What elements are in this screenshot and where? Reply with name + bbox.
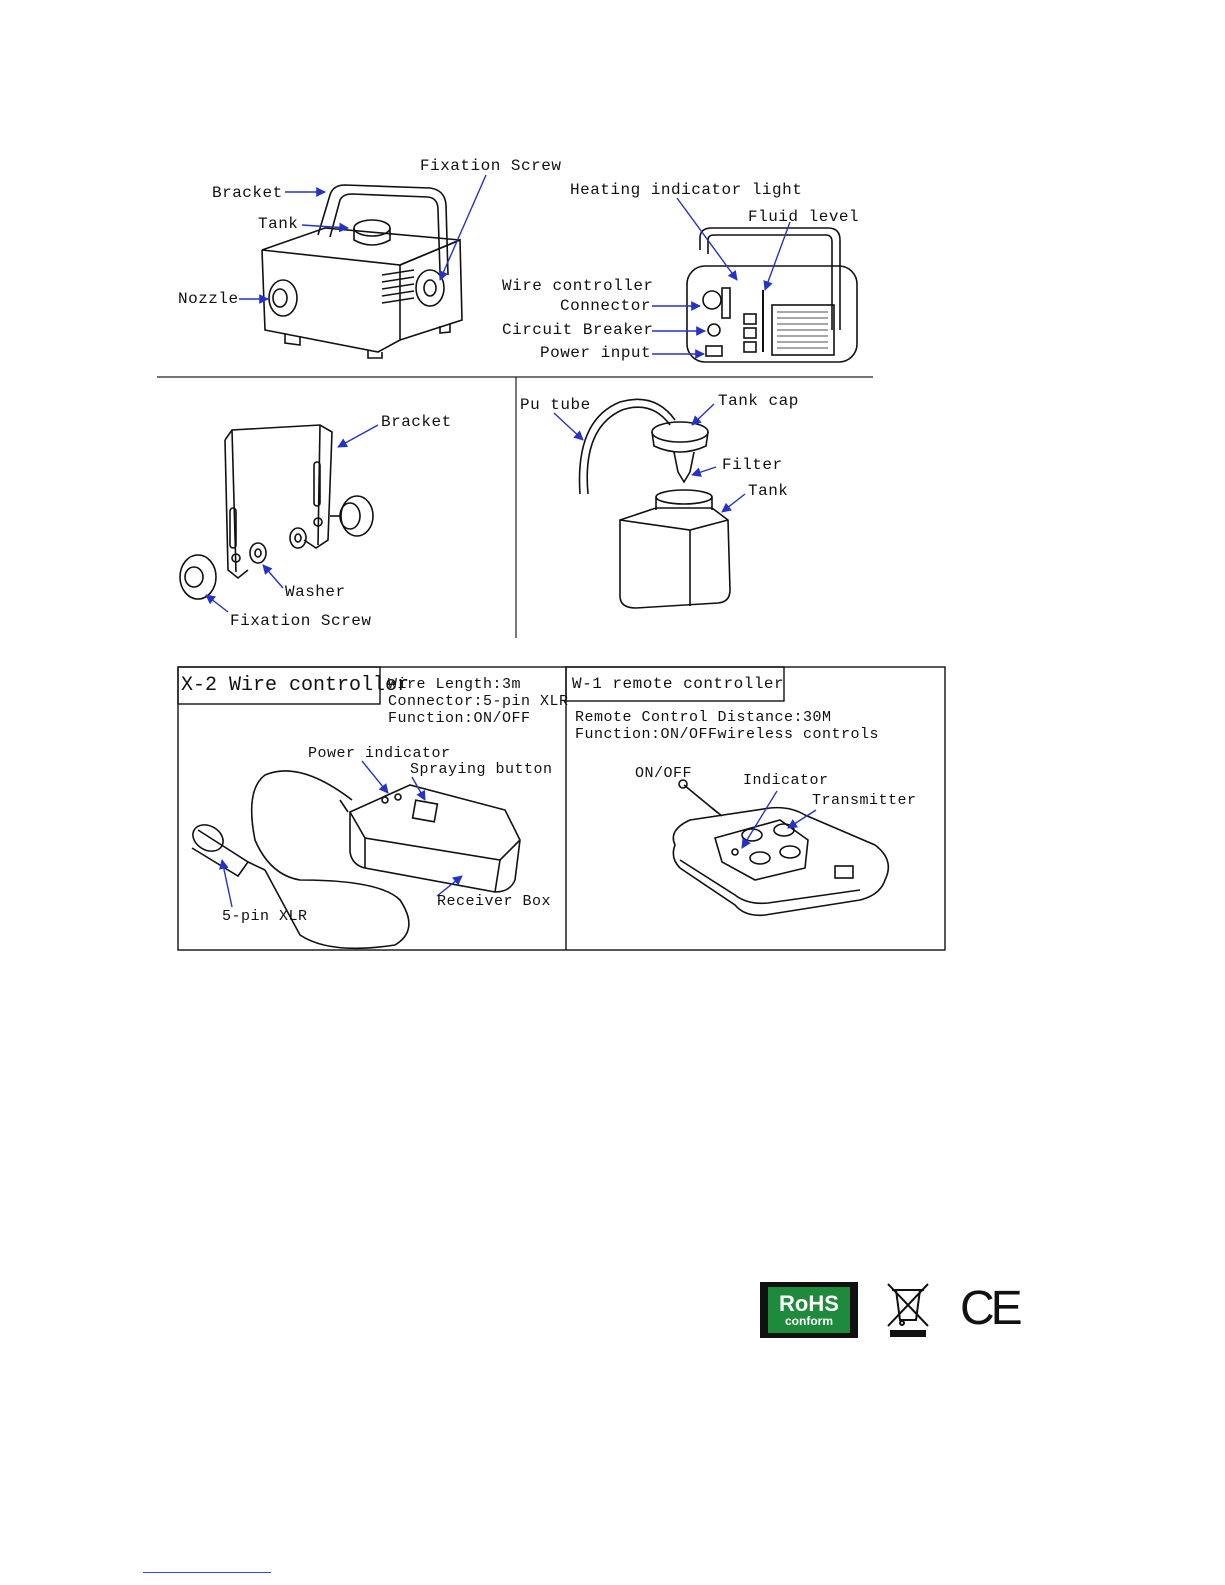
label-filter: Filter xyxy=(722,456,783,474)
tank-drawing xyxy=(580,399,731,608)
remote-function: Function:ON/OFFwireless controls xyxy=(575,726,880,743)
bracket-drawing xyxy=(180,425,373,599)
remote-controller-title: W-1 remote controller xyxy=(572,675,785,693)
weee-bin-icon xyxy=(888,1284,928,1336)
label-indicator: Indicator xyxy=(743,772,829,789)
label-fixation-screw: Fixation Screw xyxy=(420,157,562,175)
label-tank-2: Tank xyxy=(748,482,789,500)
label-wire-controller: Wire controller xyxy=(502,277,654,295)
label-tank-cap: Tank cap xyxy=(718,392,799,410)
label-receiver-box: Receiver Box xyxy=(437,893,552,910)
wire-function: Function:ON/OFF xyxy=(388,710,531,727)
label-fixation-screw-2: Fixation Screw xyxy=(230,612,372,630)
label-power-input: Power input xyxy=(540,344,652,362)
wire-controller-title: X-2 Wire controller xyxy=(181,674,410,697)
label-fluid-level: Fluid level xyxy=(748,208,860,226)
label-power-indicator: Power indicator xyxy=(308,745,451,762)
label-on-off: ON/OFF xyxy=(635,765,693,782)
rohs-text: RoHS xyxy=(779,1290,839,1316)
rohs-badge xyxy=(760,1282,858,1338)
rear-panel-drawing xyxy=(687,228,857,362)
label-bracket-2: Bracket xyxy=(381,413,452,431)
label-connector: Connector xyxy=(560,297,651,315)
remote-distance: Remote Control Distance:30M xyxy=(575,709,832,726)
label-5pin-xlr: 5-pin XLR xyxy=(222,908,308,925)
wire-connector: Connector:5-pin XLR xyxy=(388,693,569,710)
rohs-conform-text: conform xyxy=(785,1313,833,1328)
wire-length: Wire Length:3m xyxy=(388,676,522,693)
label-transmitter: Transmitter xyxy=(812,792,917,809)
label-circuit-breaker: Circuit Breaker xyxy=(502,321,654,339)
label-tank: Tank xyxy=(258,215,299,233)
label-nozzle: Nozzle xyxy=(178,290,239,308)
fog-machine-drawing xyxy=(262,185,462,358)
ce-mark: CE xyxy=(960,1282,1019,1335)
footer-link-underline xyxy=(143,1572,271,1573)
label-pu-tube: Pu tube xyxy=(520,396,591,414)
label-washer: Washer xyxy=(285,583,346,601)
label-bracket: Bracket xyxy=(212,184,283,202)
label-spraying-button: Spraying button xyxy=(410,761,553,778)
label-heating-indicator: Heating indicator light xyxy=(570,181,803,199)
